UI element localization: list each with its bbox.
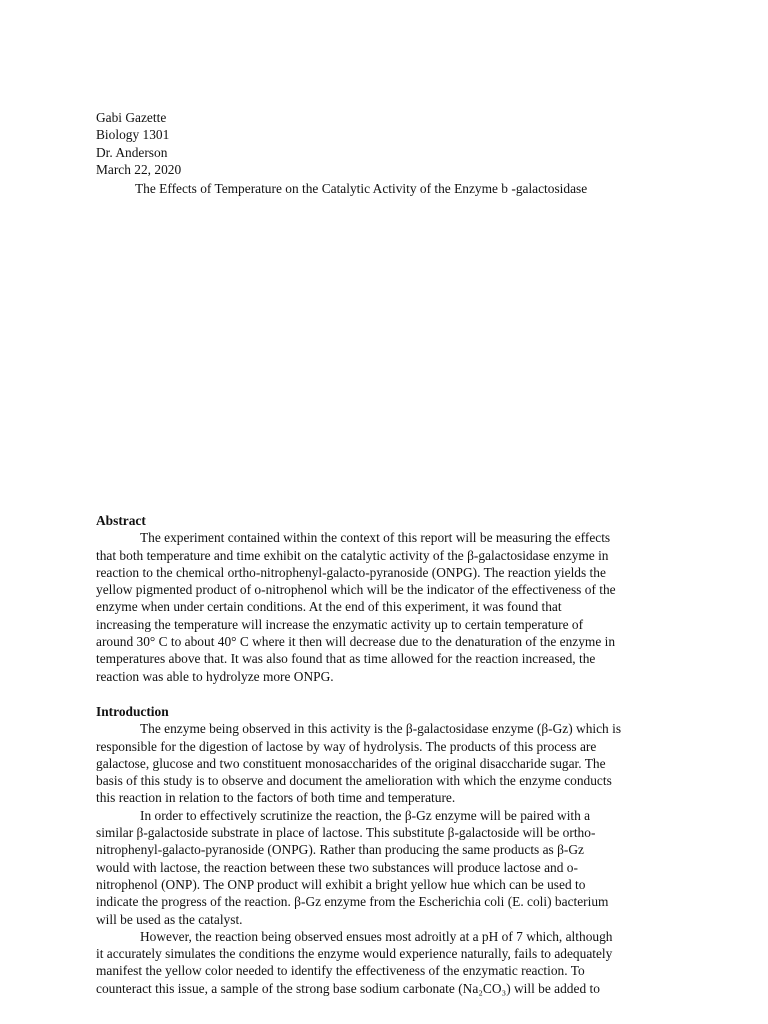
text-line: reaction was able to hydrolyze more ONPG.: [96, 668, 334, 684]
text-line: enzyme when under certain conditions. At the end of this experiment, it was found that: [96, 599, 562, 615]
introduction-section: [96, 703, 662, 997]
intro-paragraph-2: [96, 807, 662, 928]
instructor-name: Dr. Anderson: [96, 144, 168, 160]
abstract-section: [96, 512, 662, 685]
text-line: would with lactose, the reaction between these two substances will produce lactose and o-: [96, 859, 578, 875]
text-line: will be used as the catalyst.: [96, 911, 243, 927]
course-name: Biology 1301: [96, 127, 170, 143]
introduction-heading: Introduction: [96, 704, 169, 719]
text-line: manifest the yellow color needed to identify the effectiveness of the enzymatic reaction. To: [96, 963, 585, 979]
text-line: nitrophenyl-galacto-pyranoside (ONPG). Rather than producing the same products as β-Gz: [96, 842, 584, 858]
report-title: The Effects of Temperature on the Catalytic Activity of the Enzyme b -galactosidase: [135, 181, 588, 196]
text-line: In order to effectively scrutinize the reaction, the β-Gz enzyme will be paired with a: [140, 807, 591, 823]
text-line: it accurately simulates the conditions the enzyme would experience naturally, fails to adequately: [96, 946, 613, 962]
text-line: similar β-galactoside substrate in place of lactose. This substitute β-galactoside will be ortho-: [96, 825, 596, 841]
text-line: However, the reaction being observed ensues most adroitly at a pH of 7 which, although: [140, 928, 613, 944]
intro-paragraph-1: [96, 720, 662, 806]
text-line: that both temperature and time exhibit on the catalytic activity of the β-galactosidase enzyme in: [96, 547, 609, 563]
text-line: galactose, glucose and two constituent monosaccharides of the original disaccharide sugar. The: [96, 755, 606, 771]
intro-paragraph-3: [96, 928, 662, 997]
text-line: yellow pigmented product of o-nitrophenol which will be the indicator of the effectiveness of the: [96, 582, 616, 598]
author-name: Gabi Gazette: [96, 110, 167, 125]
text-line: reaction to the chemical ortho-nitrophenyl-galacto-pyranoside (ONPG). The reaction yields the: [96, 564, 606, 580]
text-line: temperatures above that. It was also found that as time allowed for the reaction increased, the: [96, 651, 596, 667]
abstract-paragraph: [96, 529, 662, 685]
text-line: The enzyme being observed in this activity is the β-galactosidase enzyme (β-Gz) which is: [140, 721, 622, 737]
header-block: [96, 109, 181, 178]
text-line: responsible for the digestion of lactose by way of hydrolysis. The products of this process are: [96, 738, 597, 754]
text-line: increasing the temperature will increase the enzymatic activity up to certain temperature of: [96, 616, 584, 632]
text-line: basis of this study is to observe and document the amelioration with which the enzyme conducts: [96, 773, 612, 789]
text-line: this reaction in relation to the factors of both time and temperature.: [96, 790, 456, 806]
text-line: nitrophenol (ONP). The ONP product will exhibit a bright yellow hue which can be used to: [96, 876, 586, 892]
text-line: counteract this issue, a sample of the strong base sodium carbonate (Na₂CO₃) will be added to: [96, 980, 600, 996]
abstract-heading: Abstract: [96, 513, 146, 528]
report-date: March 22, 2020: [96, 161, 182, 177]
text-line: around 30° C to about 40° C where it then will decrease due to the denaturation of the enzyme in: [96, 634, 616, 650]
text-line: indicate the progress of the reaction. β-Gz enzyme from the Escherichia coli (E. coli) bacterium: [96, 894, 609, 910]
text-line: The experiment contained within the context of this report will be measuring the effects: [140, 530, 611, 546]
